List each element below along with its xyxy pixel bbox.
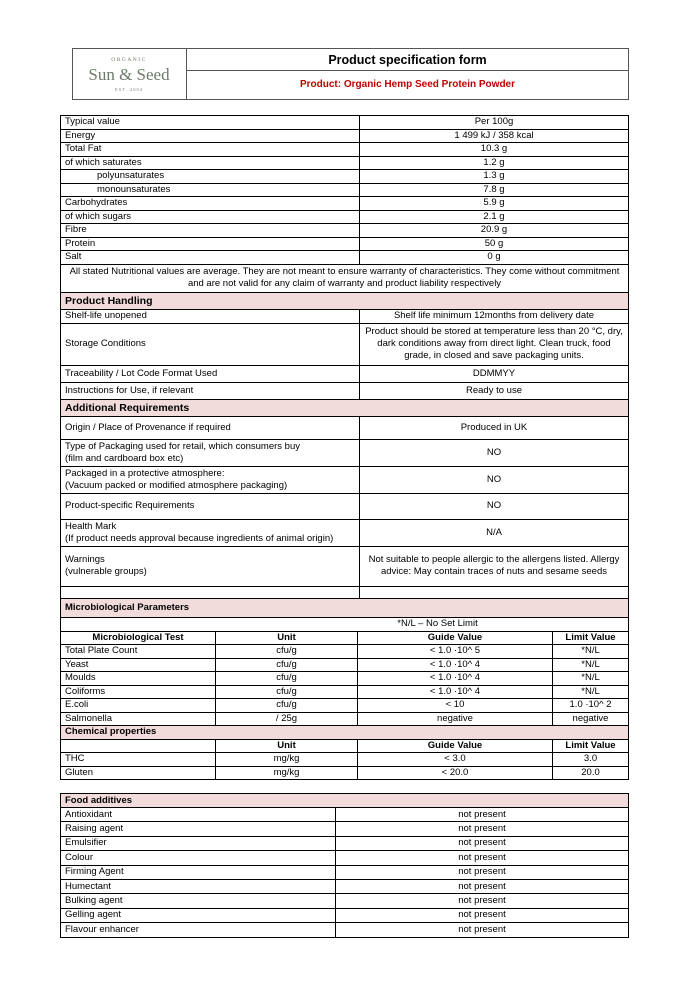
table-row: Total Plate Count cfu/g < 1.0 ·10^ 5 *N/L <box>61 645 629 659</box>
chemical-header-row: Unit Guide Value Limit Value <box>61 739 629 753</box>
table-row: Coliforms cfu/g < 1.0 ·10^ 4 *N/L <box>61 685 629 699</box>
section-additional-requirements: Additional Requirements <box>61 399 629 416</box>
origin-label: Origin / Place of Provenance if required <box>61 416 360 439</box>
nutrition-row: Protein 50 g <box>61 237 629 251</box>
storage-value: Product should be stored at temperature less than 20 °C, dry, dark conditions away from direct light. Clean truck, food grade, in closed and save packaging units. <box>360 323 629 365</box>
section-food-additives: Food additives <box>61 794 629 808</box>
table-row: THC mg/kg < 3.0 3.0 <box>61 753 629 767</box>
atmosphere-label: Packaged in a protective atmosphere: (Vacuum packed or modified atmosphere packaging) <box>61 466 360 493</box>
svg-text:Sun & Seed: Sun & Seed <box>88 65 170 84</box>
table-row: Raising agent not present <box>61 822 629 836</box>
nutrition-row: Fibre 20.9 g <box>61 224 629 238</box>
origin-value: Produced in UK <box>360 416 629 439</box>
table-row: Moulds cfu/g < 1.0 ·10^ 4 *N/L <box>61 672 629 686</box>
product-name: Product: Organic Hemp Seed Protein Powder <box>187 71 629 100</box>
atmosphere-value: NO <box>360 466 629 493</box>
table-row: Emulsifier not present <box>61 836 629 850</box>
instructions-value: Ready to use <box>360 382 629 399</box>
micro-note: *N/L – No Set Limit <box>61 618 629 632</box>
nutrition-row: Carbohydrates 5.9 g <box>61 197 629 211</box>
packaging-value: NO <box>360 439 629 466</box>
nutrition-row: polyunsaturates 1.3 g <box>61 170 629 184</box>
svg-text:ORGANIC: ORGANIC <box>111 57 147 63</box>
table-row: Colour not present <box>61 851 629 865</box>
nutrition-disclaimer: All stated Nutritional values are average. They are not meant to ensure warranty of characteristics. They come without commitment and are not valid for any claim of warranty and product liability respectively <box>61 264 629 292</box>
table-row: Antioxidant not present <box>61 808 629 822</box>
health-mark-label: Health Mark (If product needs approval because ingredients of animal origin) <box>61 519 360 546</box>
table-row: Bulking agent not present <box>61 894 629 908</box>
warnings-label: Warnings (vulnerable groups) <box>61 546 360 586</box>
nutrition-row: Energy 1 499 kJ / 358 kcal <box>61 129 629 143</box>
health-mark-value: N/A <box>360 519 629 546</box>
nutrition-row: Total Fat 10.3 g <box>61 143 629 157</box>
packaging-label: Type of Packaging used for retail, which consumers buy (film and cardboard box etc) <box>61 439 360 466</box>
section-chemical-properties: Chemical properties <box>61 726 629 740</box>
logo-cell <box>73 49 187 100</box>
section-microbiological: Microbiological Parameters <box>61 599 629 618</box>
table-row: Flavour enhancer not present <box>61 923 629 937</box>
table-row: Gelling agent not present <box>61 908 629 922</box>
nutrition-row: Typical value Per 100g <box>61 116 629 130</box>
sun-and-seed-logo <box>73 49 186 99</box>
micro-chemical-table <box>60 598 629 780</box>
svg-text:EST. 2004: EST. 2004 <box>115 87 143 92</box>
table-row: E.coli cfu/g < 10 1.0 ·10^ 2 <box>61 699 629 713</box>
storage-label: Storage Conditions <box>61 323 360 365</box>
nutrition-row: Salt 0 g <box>61 251 629 265</box>
micro-header-row: Microbiological Test Unit Guide Value Limit Value <box>61 631 629 645</box>
food-additives-table <box>60 793 629 938</box>
specific-requirements-value: NO <box>360 493 629 519</box>
nutrition-row: of which saturates 1.2 g <box>61 156 629 170</box>
shelf-life-value: Shelf life minimum 12months from delivery date <box>360 309 629 323</box>
table-row: Humectant not present <box>61 879 629 893</box>
form-title: Product specification form <box>187 49 629 71</box>
instructions-label: Instructions for Use, if relevant <box>61 382 360 399</box>
nutrition-row: monounsaturates 7.8 g <box>61 183 629 197</box>
table-row: Gluten mg/kg < 20.0 20.0 <box>61 766 629 780</box>
specific-requirements-label: Product-specific Requirements <box>61 493 360 519</box>
traceability-label: Traceability / Lot Code Format Used <box>61 365 360 382</box>
table-row: Yeast cfu/g < 1.0 ·10^ 4 *N/L <box>61 658 629 672</box>
traceability-value: DDMMYY <box>360 365 629 382</box>
header-table <box>72 48 629 100</box>
table-row: Firming Agent not present <box>61 865 629 879</box>
shelf-life-label: Shelf-life unopened <box>61 309 360 323</box>
table-row: Salmonella / 25g negative negative <box>61 712 629 726</box>
warnings-value: Not suitable to people allergic to the allergens listed. Allergy advice: May contain traces of nuts and sesame seeds <box>360 546 629 586</box>
main-spec-table <box>60 115 629 600</box>
section-product-handling: Product Handling <box>61 292 629 309</box>
nutrition-row: of which sugars 2.1 g <box>61 210 629 224</box>
